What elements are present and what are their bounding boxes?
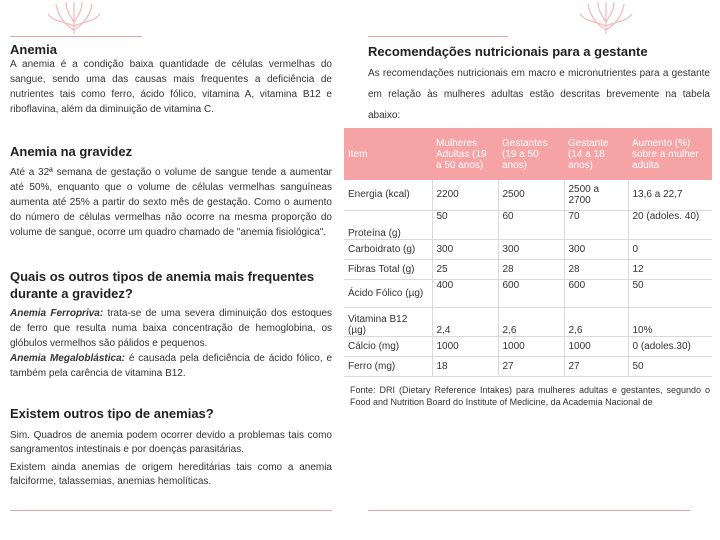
floral-ornament-icon [46,0,102,36]
table-cell: Vitamina B12 (µg) [344,307,432,336]
term-ferropriva: Anemia Ferropriva: [10,308,104,319]
table-cell: 25 [432,259,498,279]
table-cell: 20 (adoles. 40) [628,210,712,239]
term-megaloblastica: Anemia Megaloblástica: [10,353,125,364]
top-rule-right [368,36,508,37]
table-header: Aumento (%) sobre a mulher adulta [628,128,712,180]
section-title: Quais os outros tipos de anemia mais frequentes durante a gravidez? [10,269,315,301]
section-text: Existem ainda anemias de origem hereditárias tais como a anemia falciforme, talassemias, anemias hemolíticas. [10,462,332,487]
table-cell: 0 (adoles.30) [628,336,712,356]
term-text: é causada pela deficiência de ácido fólico, e também pela carência de vitamina B12. [10,353,333,379]
section-text [10,351,332,381]
section-title: Anemia na gravidez [10,144,133,159]
bottom-rule-left [10,510,332,511]
table-cell: 12 [628,259,712,279]
table-cell: 300 [498,239,564,259]
table-cell: Carboidrato (g) [344,239,432,259]
section-outros-tipos [10,268,332,381]
table-cell: 18 [432,356,498,376]
section-text [10,306,332,351]
section-text: A anemia é a condição baixa quantidade de células vermelhas do sangue, sendo uma das causas mais frequentes a deficiência de nutrientes tais como ferro, ácido fólico, vitamina A, vitamina B12 e riboflavina, além da diminuição de vitamina C. [10,59,332,115]
table-cell: 70 [564,210,628,239]
table-cell: 600 [498,279,564,307]
term-text: trata-se de uma severa diminuição dos estoques de ferro que resulta numa baixa concentração de hemoglobina, os glóbulos vermelhos são pálidos e pequenos. [10,308,333,349]
table-cell: 1000 [498,336,564,356]
table-cell: 1000 [564,336,628,356]
table-cell: 300 [564,239,628,259]
table-header: Mulheres Adultas (19 a 50 anos) [432,128,498,180]
table-cell: Ferro (mg) [344,356,432,376]
table-cell: 2,6 [564,307,628,336]
table-cell: 50 [432,210,498,239]
table-cell: 300 [432,239,498,259]
section-title: Existem outros tipo de anemias? [10,406,214,421]
table-cell: 2500 [498,180,564,210]
section-text: As recomendações nutricionais em macro e micronutrientes para a gestante em relação às mulheres adultas estão descritas brevemente na tabela abaixo: [368,68,710,121]
table-cell: 1000 [432,336,498,356]
table-cell: 28 [564,259,628,279]
table-cell: 2,6 [498,307,564,336]
top-rule-left [10,36,142,37]
section-anemia [10,42,332,117]
table-cell: Energia (kcal) [344,180,432,210]
table-row [344,180,712,210]
floral-ornament-icon [578,0,634,36]
table-row [344,259,712,279]
table-cell: Cálcio (mg) [344,336,432,356]
table-cell: 13,6 a 22,7 [628,180,712,210]
table-cell: 50 [628,279,712,307]
table-cell: Ácido Fólico (µg) [344,279,432,307]
section-outras-anemias [10,406,332,489]
table-header-row [344,128,712,180]
table-source: Fonte: DRI (Dietary Reference Intakes) para mulheres adultas e gestantes, segundo o Food and Nutrition Board do Institute of Medicine, da Academia Nacional de [350,385,710,407]
section-title: Recomendações nutricionais para a gestante [368,44,648,59]
table-row [344,356,712,376]
table-cell: Proteína (g) [344,210,432,239]
section-anemia-gravidez [10,144,332,240]
table-header: Gestantes (19 a 50 anos) [498,128,564,180]
table-cell: 50 [628,356,712,376]
table-cell: 400 [432,279,498,307]
section-text: Sim. Quadros de anemia podem ocorrer devido a problemas tais como sangramentos intestinais e por doenças parasitárias. [10,430,332,455]
table-cell: 28 [498,259,564,279]
bottom-rule-right [368,510,690,511]
table-cell: 600 [564,279,628,307]
table-cell: 27 [564,356,628,376]
table-cell: 0 [628,239,712,259]
table-cell: 2500 a 2700 [564,180,628,210]
table-cell: 27 [498,356,564,376]
table-row [344,210,712,239]
table-header: Item [344,128,432,180]
table-cell: 2,4 [432,307,498,336]
table-cell: 60 [498,210,564,239]
table-row [344,279,712,307]
table-cell: 2200 [432,180,498,210]
nutrition-table [344,128,712,377]
table-row [344,336,712,356]
table-row [344,239,712,259]
section-text: Até a 32ª semana de gestação o volume de sangue tende a aumentar até 50%, enquanto que o volume de células vermelhas sanguíneas aumenta até 25% a partir do sexto mês de gestação. Como o aumento do número de células vermelhas não ocorre na mesma proporção do volume de sangue, ocorre um quadro chamado de "anemia fisiológica". [10,167,332,238]
table-header: Gestante (14 a 18 anos) [564,128,628,180]
section-title: Anemia [10,42,57,57]
section-recomendacoes [368,44,710,126]
table-cell: 10% [628,307,712,336]
table-cell: Fibras Total (g) [344,259,432,279]
table-row [344,307,712,336]
